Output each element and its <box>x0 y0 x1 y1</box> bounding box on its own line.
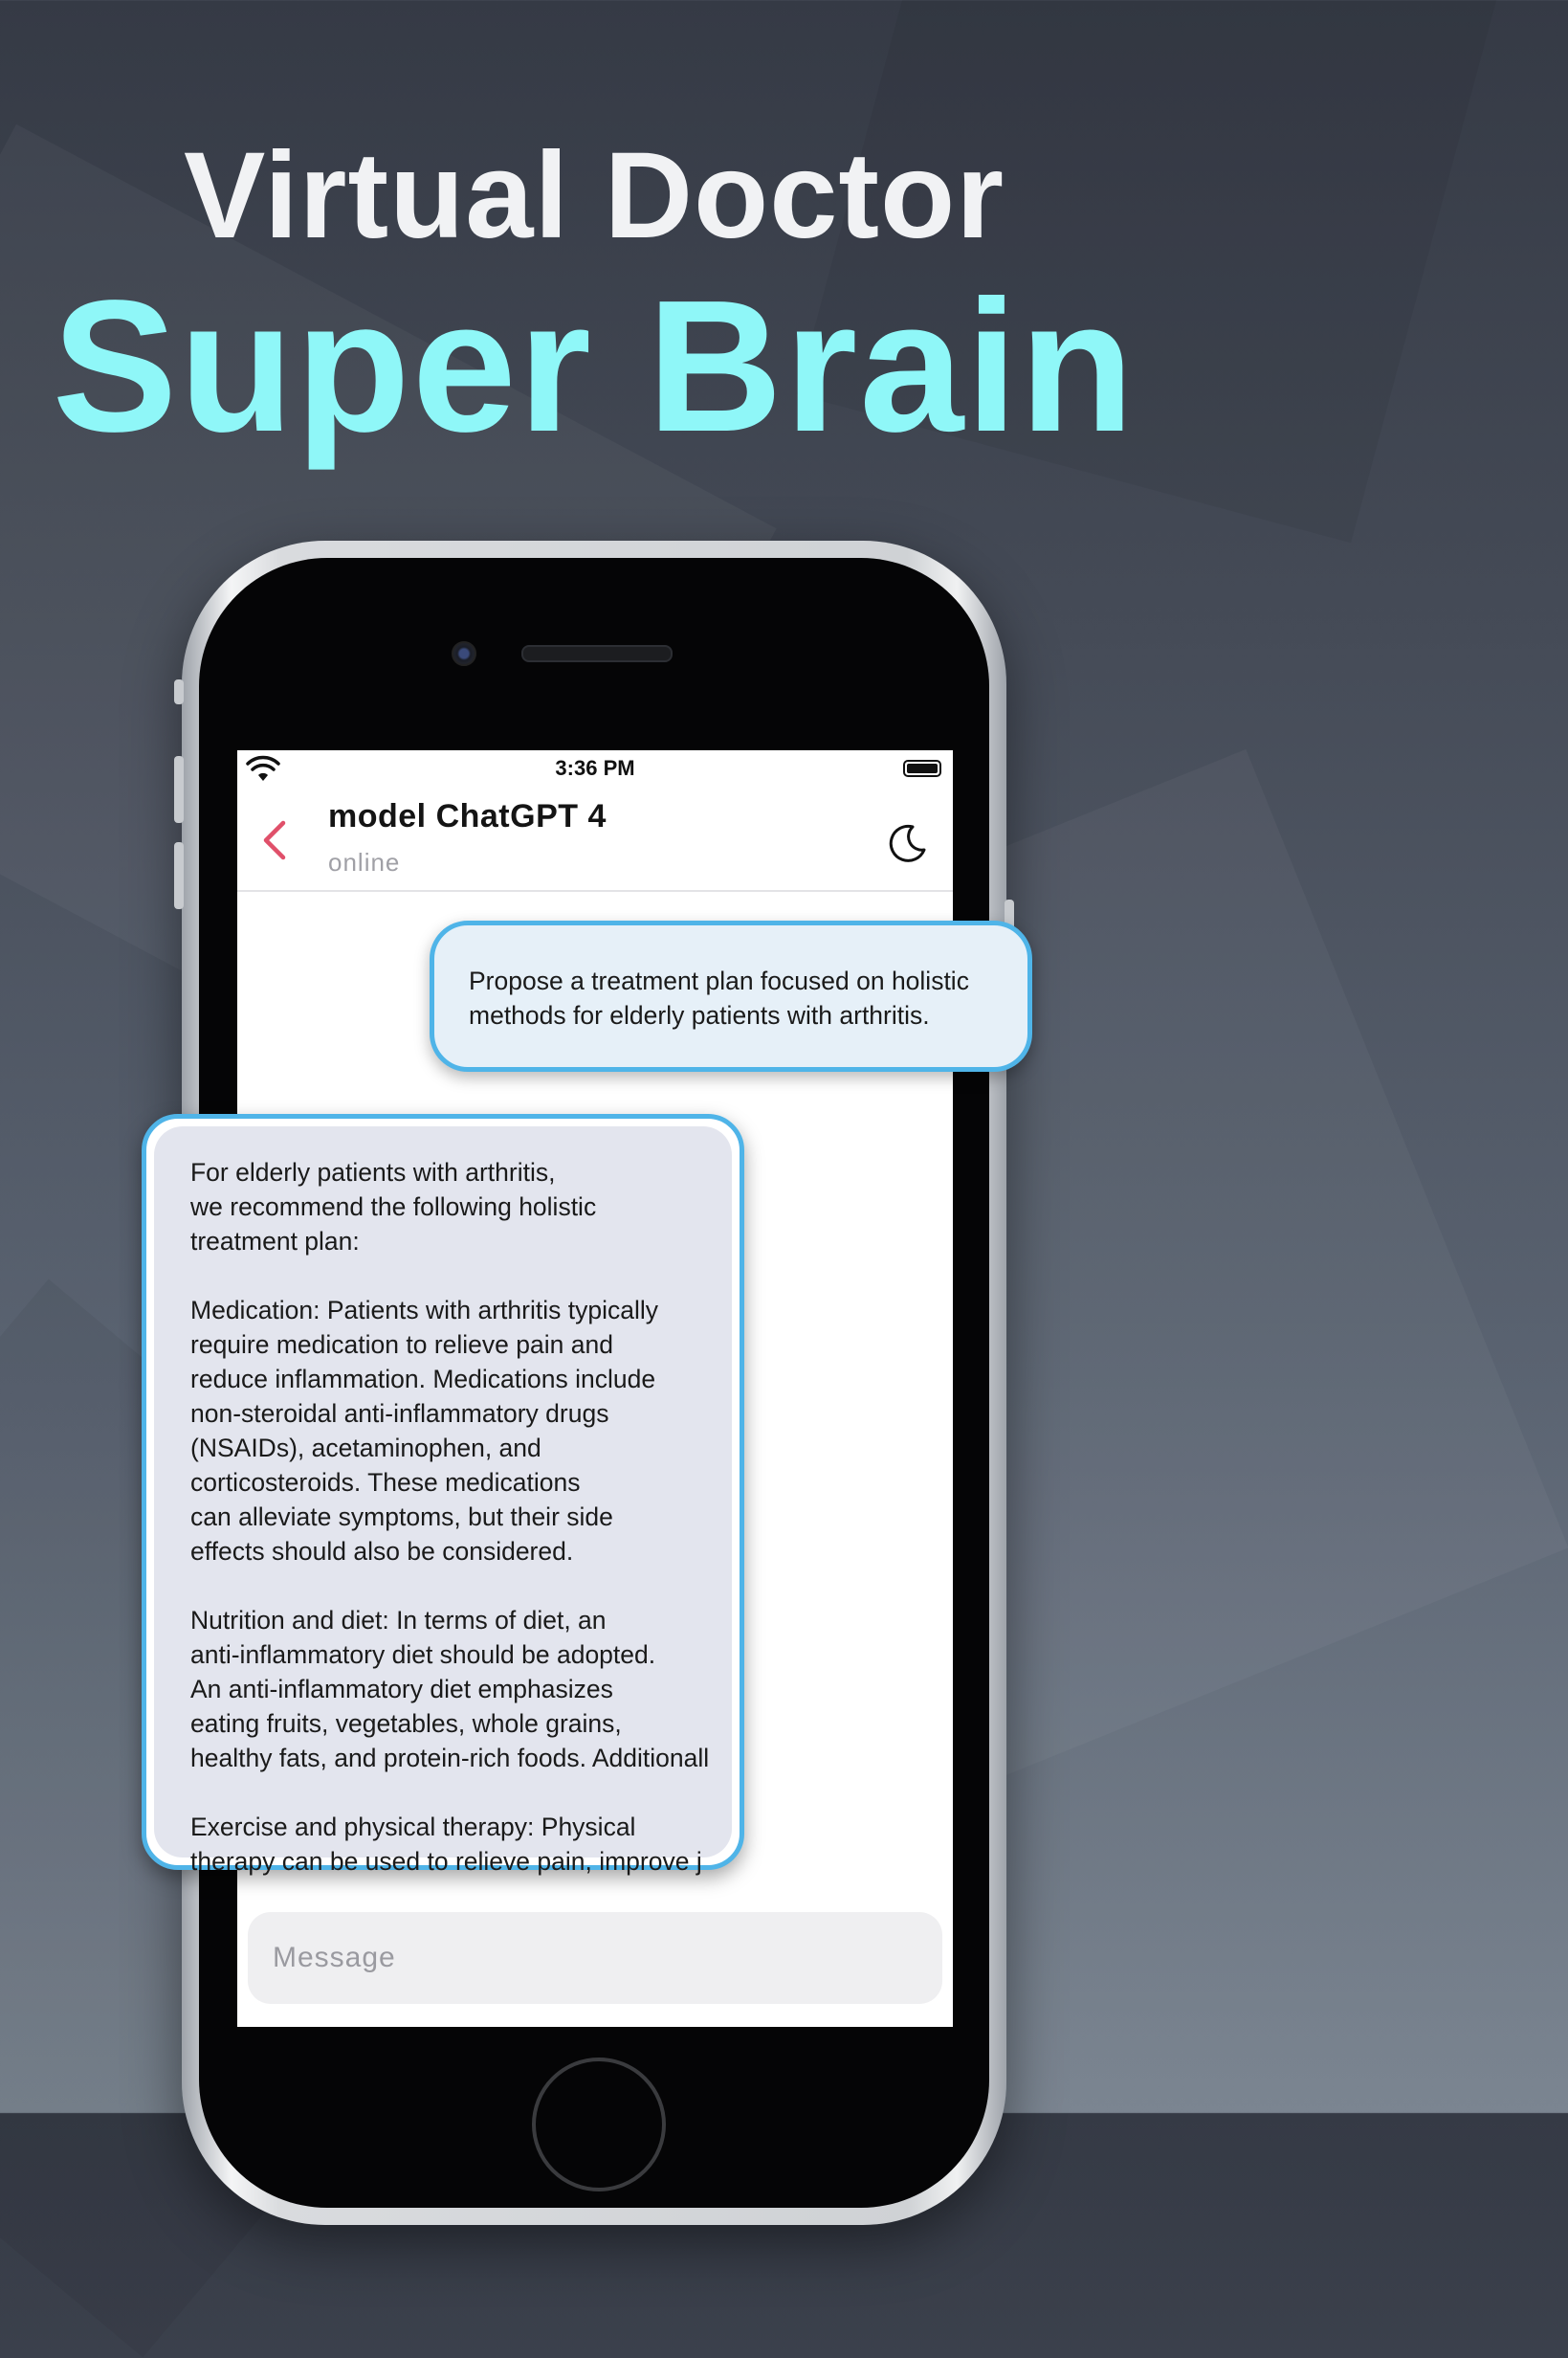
front-camera <box>452 641 476 666</box>
moon-icon[interactable] <box>888 823 928 863</box>
chat-status: online <box>328 848 401 877</box>
status-bar <box>237 750 953 790</box>
user-message-bubble <box>430 921 1032 1072</box>
assistant-message-text: For elderly patients with arthritis, we recommend the following holistic treatment plan: Medication: Patients with arthritis typically require medication to relieve pain and reduce inflammation. Medications include non-steroidal anti-inflammatory drugs (NSAIDs), acetaminophen, and corticosteroids. These medications can alleviate symptoms, but their side effects should also be considered. Nutrition and diet: In terms of diet, an anti-inflammatory diet should be adopted. An anti-inflammatory diet emphasizes eating fruits, vegetables, whole grains, healthy fats, and protein-rich foods. Additionall Exercise and physical therapy: Physical therapy can be used to relieve pain, improve j <box>154 1126 732 1857</box>
home-button <box>532 2058 666 2191</box>
phone-volume-up <box>174 756 184 823</box>
status-time: 3:36 PM <box>555 756 635 780</box>
chat-header <box>237 790 953 892</box>
assistant-message-bubble <box>142 1114 744 1876</box>
earpiece-speaker <box>521 645 673 662</box>
phone-volume-down <box>174 842 184 909</box>
chevron-left-icon[interactable] <box>258 817 289 863</box>
user-message-text: Propose a treatment plan focused on holistic methods for elderly patients with arthritis. <box>469 967 969 1030</box>
message-input[interactable] <box>248 1912 942 2004</box>
hero-subtitle: Super Brain <box>52 261 1137 471</box>
hero-title: Virtual Doctor <box>184 127 1005 264</box>
battery-icon <box>903 760 941 777</box>
phone-side-button <box>174 679 184 704</box>
chat-title: model ChatGPT 4 <box>328 798 607 834</box>
